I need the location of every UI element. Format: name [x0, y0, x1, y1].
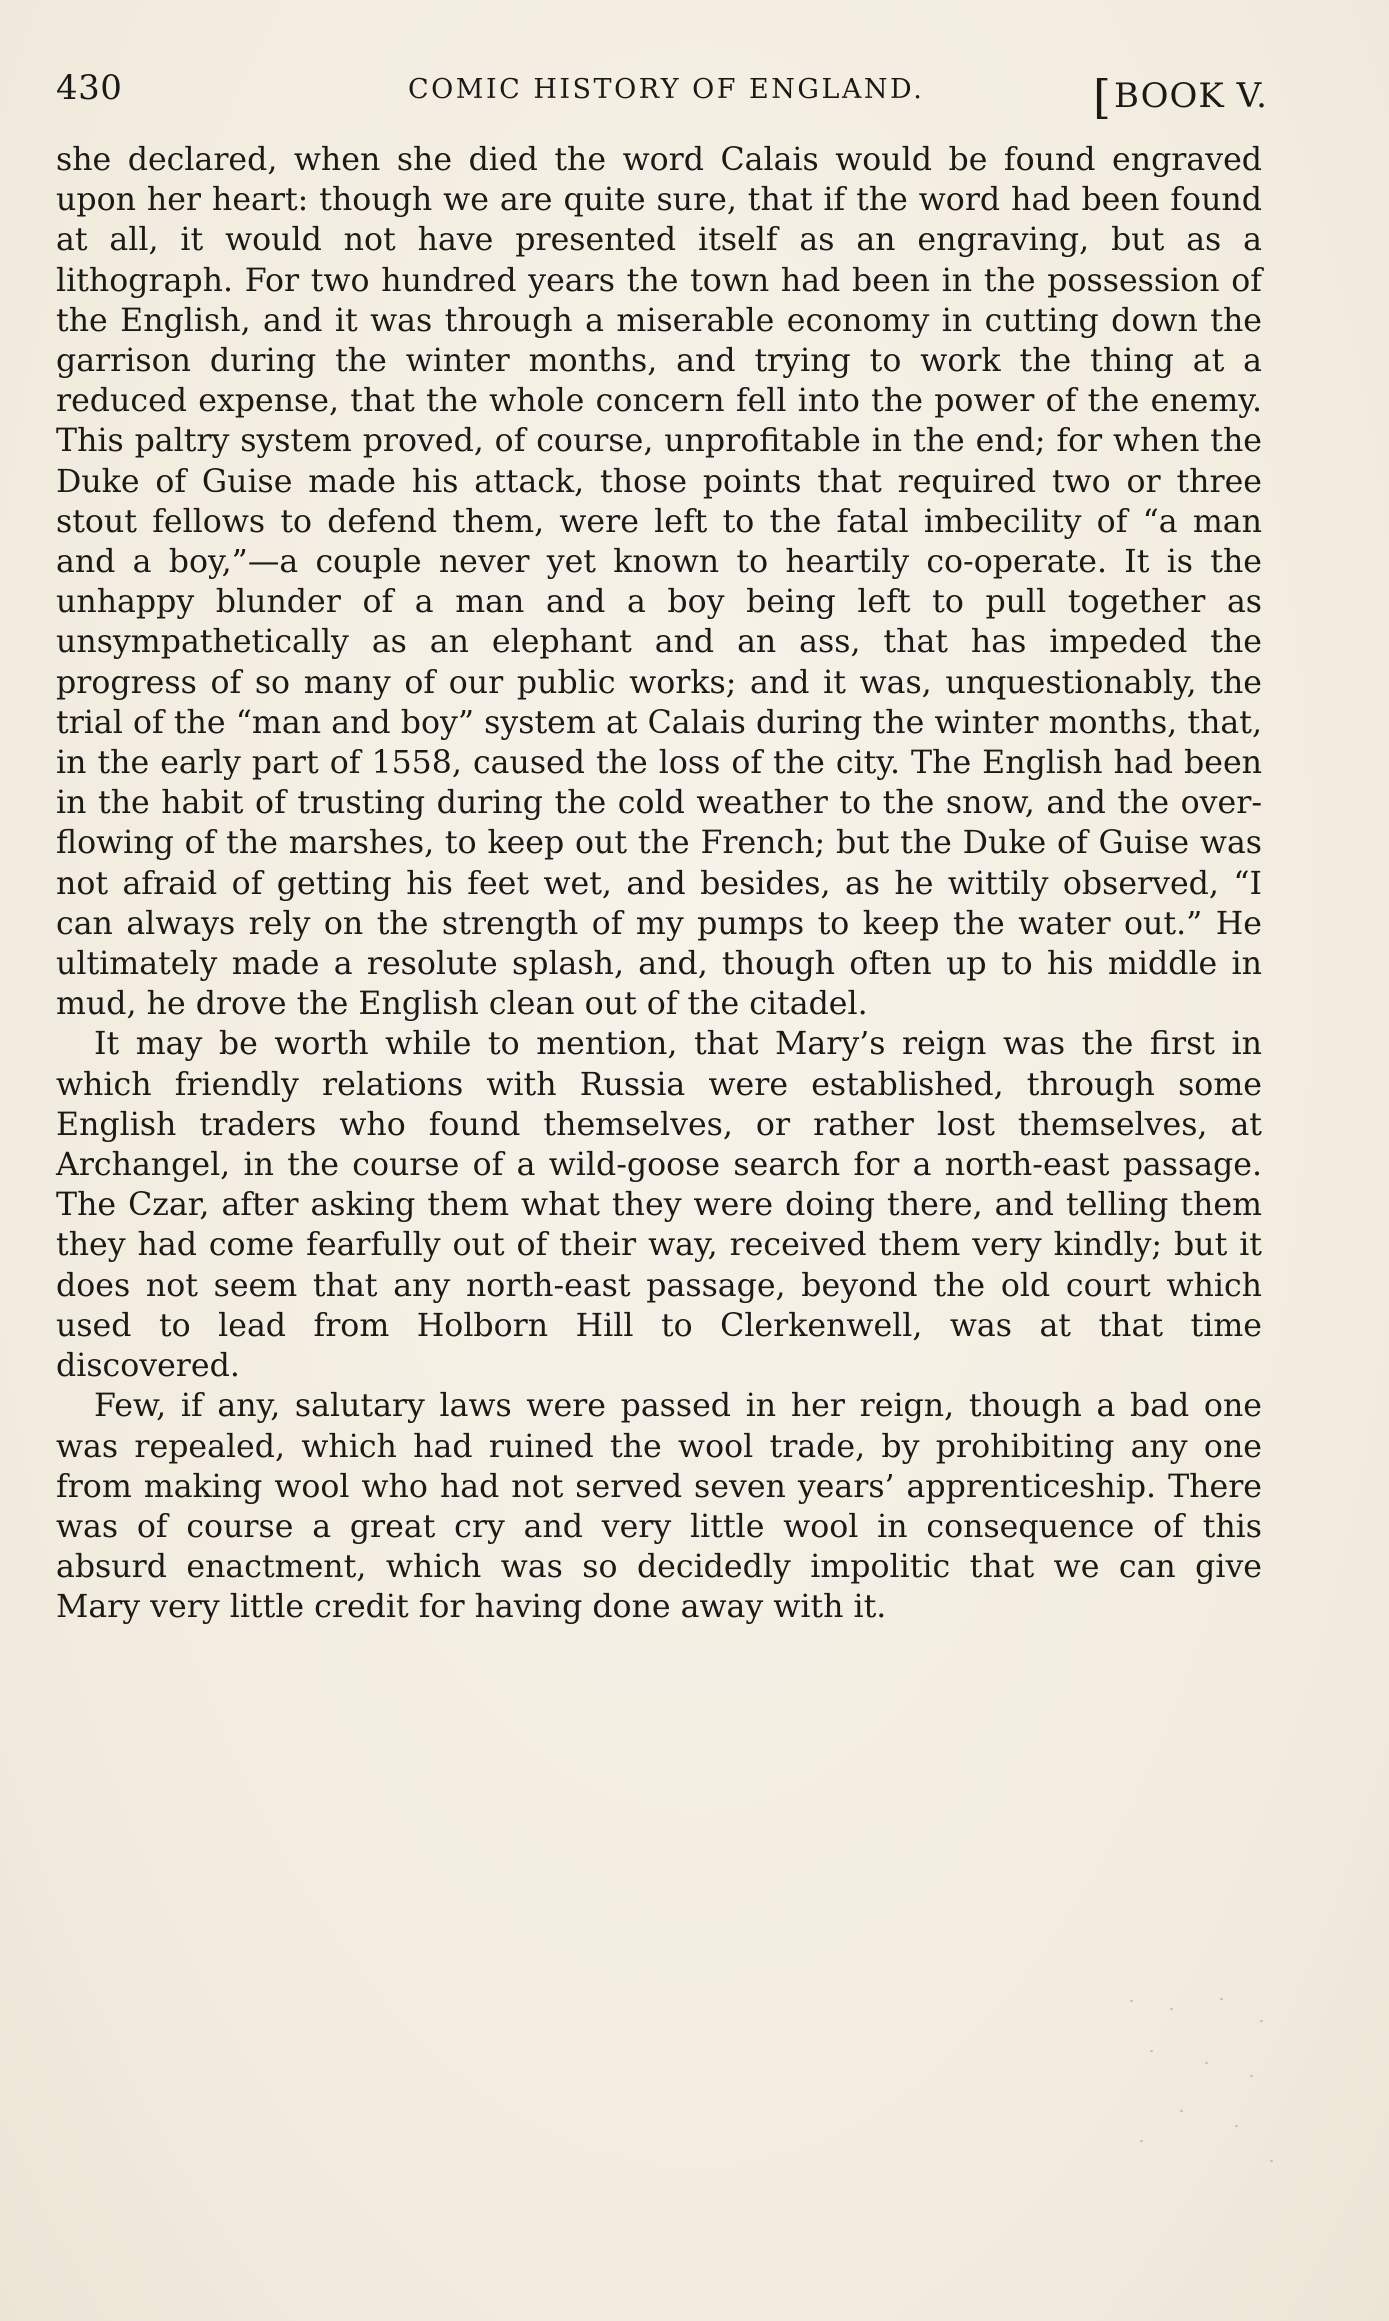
paper-speck — [1220, 1998, 1223, 2000]
paper-speck — [1270, 2160, 1273, 2162]
paragraph-2: It may be worth while to mention, that Mary’s reign was the first in which friendly relations with Russia were established, through some English traders who found themselves, or rather lost themselves, at Archangel, in the course of a wild-goose search for a north-east passage. The Czar, after asking them what they were doing there, and telling them they had come fearfully out of their way, received them very kindly; but it does not seem that any north-east passage, beyond the old court which used to lead from Holborn Hill to Clerkenwell, was at that time discovered. — [56, 1026, 1262, 1385]
paper-speck — [1180, 2110, 1183, 2112]
paper-speck — [1205, 2062, 1208, 2064]
page-number: 430 — [56, 68, 123, 108]
paper-specks — [1110, 1990, 1310, 2190]
paragraph-3: Few, if any, salutary laws were passed in her reign, though a bad one was repealed, which had ruined the wool trade, by prohibiting any one from making wool who had not served seven years’ apprenticeship. There was of course a great cry and very little wool in consequence of this absurd enactment, which was so decidedly impolitic that we can give Mary very little credit for having done away with it. — [56, 1388, 1262, 1626]
book-marker — [1093, 64, 1268, 124]
paper-speck — [1140, 2140, 1143, 2142]
paper-speck — [1130, 2000, 1133, 2002]
paragraph-1: she declared, when she died the word Calais would be found engraved upon her heart: though we are quite sure, that if the word had been found at all, it would not have presented itself as an engraving, but as a lithograph. For two hundred years the town had been in the possession of the English, and it was through a miserable economy in cutting down the garrison during the winter months, and trying to work the thing at a reduced expense, that the whole concern fell into the power of the enemy. This paltry system proved, of course, unprofitable in the end; for when the Duke of Guise made his attack, those points that required two or three stout fellows to defend them, were left to the fatal imbecility of “a man and a boy,”—a couple never yet known to heartily co-operate. It is the unhappy blunder of a man and a boy being left to pull together as unsympathetically as an elephant and an ass, that has impeded the progress of so many of our public works; and it was, unquestionably, the trial of the “man and boy” system at Calais during the winter months, that, in the early part of 1558, caused the loss of the city. The English had been in the habit of trusting during the cold weather to the snow, and the over-flowing of the marshes, to keep out the French; but the Duke of Guise was not afraid of getting his feet wet, and besides, as he wittily observed, “I can always rely on the strength of my pumps to keep the water out.” He ultimately made a resolute splash, and, though often up to his middle in mud, he drove the English clean out of the citadel. — [56, 142, 1262, 1023]
paper-speck — [1260, 2020, 1263, 2022]
paper-speck — [1170, 2008, 1173, 2010]
running-title: COMIC HISTORY OF ENGLAND. — [408, 74, 925, 105]
book-bracket: [ — [1093, 70, 1112, 124]
paper-speck — [1235, 2125, 1238, 2127]
body-text — [56, 140, 1262, 1628]
book-label: BOOK V. — [1114, 76, 1268, 116]
paper-speck — [1250, 2075, 1253, 2077]
running-head — [56, 62, 1268, 124]
paper-speck — [1150, 2050, 1153, 2052]
